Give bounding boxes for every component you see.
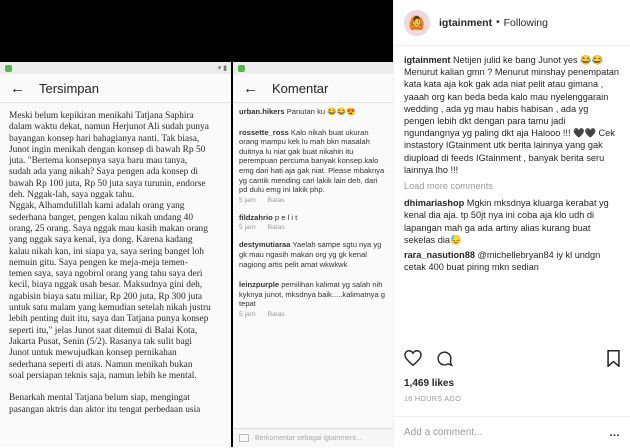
screenshot-comment-text: Panutan ku 😂😂😍 [284, 107, 356, 116]
screenshot-comment-time: 5 jam [239, 310, 256, 318]
screenshot-comment-user: destymutiaraa [239, 240, 291, 250]
screenshot-comment [239, 240, 387, 271]
post-sidebar [393, 0, 630, 447]
camera-icon [239, 434, 249, 442]
comment-icon[interactable] [436, 350, 453, 367]
screenshot-comment-user: rossette_ross [239, 127, 289, 137]
screenshot-comment-meta [239, 224, 387, 231]
comment-text: @michellebryan84 iy kl undgn cetak 400 buat piring mkn sedian [404, 250, 601, 273]
screenshot-comment [239, 128, 387, 204]
screenshot-comment-text: Kalo nikah buat ukuran orang mampu kek lu mah bkn masalah duitnya lu niat gak buat nikahin itu perempuan percuma banyak konsep.kalo emg dari hati aja gak niat. Please mbaknya yg cantik mending cari lakik lain deh, dari pd dulu emg ini lakik php. [239, 127, 385, 195]
comment [404, 197, 620, 246]
screenshot-comment-body [239, 213, 387, 223]
post-time: 16 HOURS AGO [404, 394, 462, 403]
notification-icon-right [238, 65, 245, 72]
separator-dot: • [496, 17, 500, 28]
screenshot-comment [239, 280, 387, 318]
notification-icon [5, 65, 12, 72]
screenshot-comment-user: fildzahrio [239, 212, 273, 222]
status-bar [0, 62, 231, 74]
post-header [394, 0, 630, 46]
caption-user[interactable]: igtainment [404, 55, 451, 65]
screenshot-comment-meta [239, 197, 387, 204]
article-screenshot [0, 62, 231, 447]
screenshot-comment-text: p e l i t [272, 212, 298, 222]
comment-user[interactable]: dhimariashop [404, 198, 465, 209]
comment-user[interactable]: rara_nasution88 [404, 250, 475, 261]
screenshot-comment-time: 5 jam [239, 196, 256, 204]
comments-title: Komentar [272, 80, 329, 96]
comments-header [233, 74, 393, 103]
bookmark-icon[interactable] [607, 350, 620, 372]
back-arrow-icon: ← [10, 79, 25, 97]
saved-title: Tersimpan [39, 80, 99, 96]
back-arrow-icon-right: ← [243, 79, 258, 97]
comments-panel [394, 46, 630, 354]
screenshot-comment-body [239, 280, 387, 309]
screenshot-reply-link: Balas [267, 196, 285, 204]
post-actions [404, 350, 453, 367]
screenshot-comment-text: pemilihan kalimat yg salah nih kyknya junot, mksdnya baik.....kalimatnya g tepat [239, 280, 386, 309]
screenshot-comment-text: Yaelah sampe sgtu nya yg gk mau ngasih makan org yg gk kenal nagiong artis pelit amat wkwkwk [239, 240, 382, 269]
avatar[interactable]: 🙆 [404, 10, 430, 36]
caption-text: Netijen julid ke bang Junot yes 😂😂 Menurut kalian gmn ? Menurut minshay penempatan kata kata aja kok gak ada niat pelit atau gimana , yaaah org kan beda beda kalo mau nyelenggarain wedding , ada yg mau habis habisan , ada yg pengen lebih dkt dengan para tamu jadi ngundangnya yg paling dkt aja Halooo !!! 🖤🖤 Cek instastory IGtainment utk berita lainnya yang gak diupload di feeds IGtainment , banyak berita seru lainnya lho !!! [404, 55, 620, 175]
add-comment-placeholder: Add a comment... [404, 427, 483, 438]
comment [404, 249, 620, 273]
screenshot-reply-link: Balas [267, 310, 285, 318]
comment-text: Mgkin mksdnya kluarga kerabat yg kenal dia aja. tp 50jt nya ini coba aja klo udh di lapangan mah ga ada artiny alias kurang buat sekelas dia😓 [404, 198, 609, 245]
article-text: Meski belum kepikiran menikahi Tatjana Saphira dalam waktu dekat, namun Herjunot Ali sudah punya bayangan konsep hari bahagianya nanti. Tak biasa, Junot ingin menikah dengan konsep di bawah Rp 50 juta. "Bertema konsepnya saya baru mau tanya, sudah ada yang nikah? Saya pengen ada konsep di bawah Rp 100 juta, Rp 50 juta saya turunin, endorse deh. Nggak-lah, saya nggak tahu. Nggak, Alhamdulillah kami adalah orang yang sederhana banget, pengen kalau nikah undang 40 orang, 25 orang. Saya nggak mau kasih makan orang yang nggak saya kenal, iya dong. Karena kadang kalau nikah kan, ini siapa ya, saya sering banget loh nemuin gitu. Saya pengen ke meja-meja temen- temen saya, saya ngobrol orang yang tahu saya deri kecil, biaya nggak usah besar. Maksudnya gini deh, ngabisin biaya satu miliar, Rp 200 juta, Rp 300 juta untuk satu malam yang kemudian setelah nikah justru lebih penting duit itu, saya dan Tatjana punya konsep seperti itu," jelas Junot saat ditemui di Balai Kota, Jakarta Pusat, Senin (5/2). Rasanya tak sulit bagi Junot untuk mewujudkan konsep pernikahan sederhana seperti di atas. Namun menikah bukan soal persiapan teknis saja, namun lebih ke mental. Benarkah mental Tatjana belum siap, mengingat pasangan aktris dan aktor itu tengat perbedaan usia [9, 111, 211, 415]
screenshot-comment [239, 213, 387, 232]
following-button[interactable]: Following [503, 16, 548, 29]
caption [404, 54, 620, 176]
screenshot-comment-user: leinzpurple [239, 280, 280, 290]
screenshot-comment-body [239, 128, 387, 195]
likes-count[interactable]: 1,469 likes [404, 378, 455, 389]
account-name[interactable]: igtainment [439, 16, 493, 29]
load-more-comments[interactable]: Load more comments [404, 181, 493, 192]
screenshot-comment-input [233, 428, 393, 447]
screenshot-input-placeholder: Berkomentar sebagai igtainment... [255, 434, 362, 442]
screenshot-reply-link: Balas [267, 224, 285, 232]
screenshot-comment-body [239, 107, 387, 117]
add-comment-field[interactable] [394, 416, 630, 448]
comments-screenshot [233, 62, 393, 447]
screenshot-comment-time: 5 jam [239, 224, 256, 232]
screenshot-comment-meta [239, 311, 387, 318]
screenshot-comment-list [233, 103, 393, 318]
status-icons: ▾ ▮ [217, 65, 227, 72]
saved-header [0, 74, 231, 103]
status-bar-right [233, 62, 393, 74]
screenshot-comment [239, 107, 387, 119]
more-options-icon[interactable]: … [609, 426, 620, 439]
heart-icon[interactable] [404, 350, 422, 367]
screenshot-comment-user: urban.hikers [239, 107, 285, 116]
screenshot-comment-body [239, 240, 387, 269]
